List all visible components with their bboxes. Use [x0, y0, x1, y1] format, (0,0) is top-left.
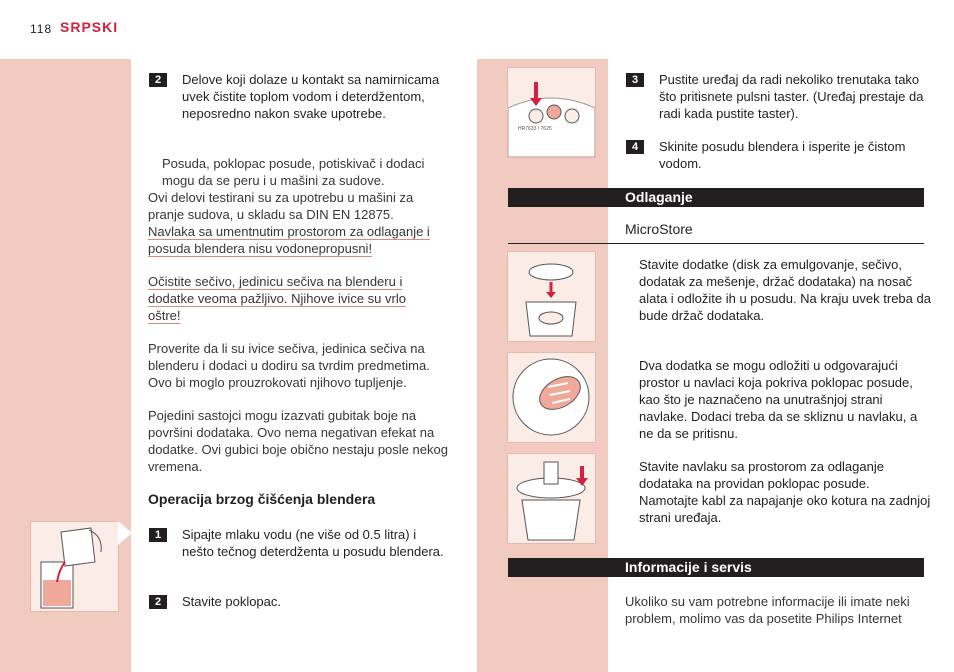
step-number: 3	[626, 73, 644, 87]
step-number: 2	[149, 73, 167, 87]
store-instruction-2: Dva dodatka se mogu odložiti u odgovarajući prostor u navlaci koja pokriva poklopac posude, kao što je naznačeno na unutrašnjoj strani navlake. Dodaci treba da se skliznu u navlaku, a ne da se pritisnu.	[639, 358, 918, 441]
paragraph-discoloration: Pojedini sastojci mogu izazvati gubitak boje na površini dodataka. Ovo nema negativan efekat na dodatke. Ovi gubici boje obično nestaju posle nekog vremena.	[148, 408, 448, 474]
section-title: Informacije i servis	[625, 559, 752, 575]
page-number: 118	[30, 22, 53, 36]
step-text: Skinite posudu blendera i isperite je čistom vodom.	[659, 139, 906, 171]
pulse-button-icon	[508, 68, 595, 157]
step-number: 2	[149, 595, 167, 609]
accessory-stack-icon	[508, 252, 595, 341]
note-din: Ovi delovi testirani su za upotrebu u mašini za pranje sudova, u skladu sa DIN EN 12875.	[148, 190, 414, 222]
store-instruction-3: Stavite navlaku sa prostorom za odlaganje dodataka na providan poklopac posude. Namotajte kabl za napajanje oko kotura na zadnjoj strani uređaja.	[639, 459, 931, 525]
warning-text: Navlaka sa umentnutim prostorom za odlaganje i posuda blendera nisu vodonepropusni!	[148, 224, 430, 256]
illustration-pour-water	[30, 521, 119, 612]
step-number: 4	[626, 140, 644, 154]
illustration-pulse-button	[507, 67, 596, 158]
step-number: 1	[149, 528, 167, 542]
step-text: Sipajte mlaku vodu (ne više od 0.5 litra) i nešto tečnog deterdženta u posudu blendera.	[182, 527, 444, 559]
lid-cover-icon	[508, 353, 595, 442]
pointer-arrow-icon	[118, 521, 132, 545]
language-title: SRPSKI	[60, 19, 119, 35]
device-label: HR7633 / 7625	[518, 126, 552, 132]
warning-not-waterproof	[148, 223, 448, 257]
section-bar-info	[508, 558, 924, 577]
blender-jar-icon	[31, 522, 118, 611]
note-dishwasher: Posuda, poklopac posude, potiskivač i dodaci mogu da se peru i u mašini za sudove.	[162, 156, 425, 188]
section-title: Odlaganje	[625, 189, 693, 205]
paragraph-blade-check: Proverite da li su ivice sečiva, jedinica sečiva na blenderu i dodaci u dodiru sa tvrdim predmetima. Ovo bi moglo prouzrokovati njihovo tupljenje.	[148, 341, 430, 390]
step-text: Pustite uređaj da radi nekoliko trenutaka tako što pritisnete pulsni taster. (Uređaj prestaje da radi kada pustite taster).	[659, 72, 924, 121]
divider-line	[508, 243, 924, 244]
illustration-cover-on-lid	[507, 453, 596, 544]
section-bar-odlaganje	[508, 188, 924, 207]
illustration-store-accessories	[507, 251, 596, 342]
warning-text: Očistite sečivo, jedinicu sečiva na blenderu i dodatke veoma pažljivo. Njihove ivice su vrlo oštre!	[148, 274, 406, 323]
cover-lid-icon	[508, 454, 595, 543]
illustration-lid-storage	[507, 352, 596, 443]
warning-sharp	[148, 273, 433, 324]
store-instruction-1: Stavite dodatke (disk za emulgovanje, sečivo, dodatak za mešenje, držač dodataka) na nosač alata i odložite ih u posudu. Na kraju uvek treba da bude držač dodataka.	[639, 257, 931, 323]
subheading-microstore: MicroStore	[625, 221, 693, 237]
step-text: Stavite poklopac.	[182, 594, 282, 609]
info-paragraph: Ukoliko su vam potrebne informacije ili imate neki problem, molimo vas da posetite Philips Internet	[625, 594, 910, 626]
step-text: Delove koji dolaze u kontakt sa namirnicama uvek čistite toplom vodom i deterdžentom, neposredno nakon svake upotrebe.	[182, 72, 440, 121]
section-heading: Operacija brzog čišćenja blendera	[148, 491, 376, 507]
